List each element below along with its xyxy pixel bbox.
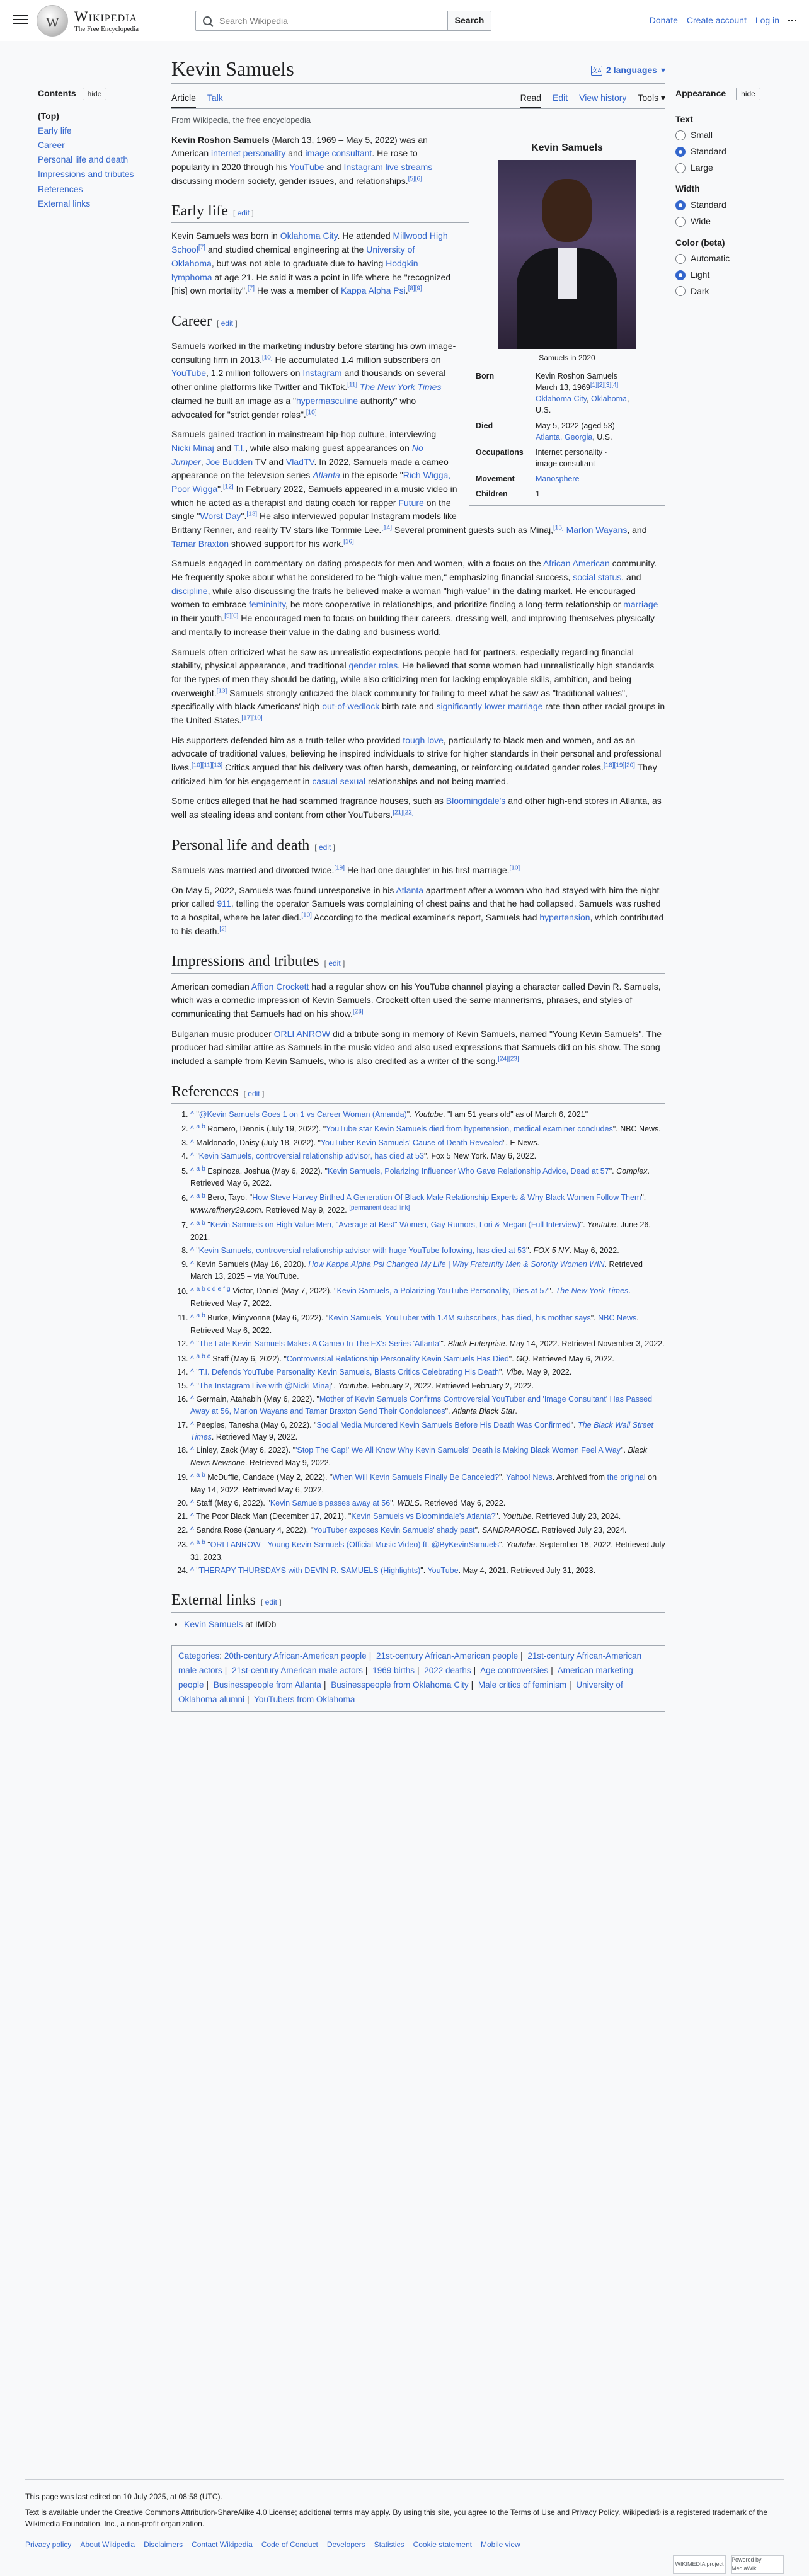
tab-tools[interactable]: Tools ▾ [638,93,665,103]
list-item: 23. ^ $^{a b}$ "ORLI ANROW - Young Kevin Samuels (Official Music Video) ft. @ByKevinSamuels". Youtube. September 18, 2022. Retrieved July 31, 2023. [190,1538,665,1564]
infobox-row: Died May 5, 2022 (aged 53) Atlanta, Georgia, U.S. [476,421,615,442]
list-item: 21. ^ The Poor Black Man (December 17, 2021). "Kevin Samuels vs Bloomindale's Atlanta?". Youtube. Retrieved July 23, 2024. [190,1511,665,1523]
license-text: Text is available under the Creative Commons Attribution-ShareAlike 4.0 License; additional terms may apply. By using this site, you agree to the Terms of Use and Privacy Policy. Wikipedia® is a registered trademark of the Wikimedia Foundation, Inc., a non-profit organization. [25,2507,768,2529]
toc-item-career[interactable]: Career [38,140,65,151]
main-content [171,57,665,1712]
infobox-row: Occupations Internet personality · image consultant [476,447,607,468]
chevron-down-icon: ▾ [660,64,665,75]
appearance-hide-button[interactable]: hide [736,88,760,100]
tab-edit[interactable]: Edit [553,93,568,103]
lead-paragraph: Kevin Roshon Samuels (March 13, 1969 – May 5, 2022) was an American internet personality and image consultant. He rose to popularity in 2020 through his YouTube and Instagram live streams discussing modern society, gender issues, and relationships.[5][6] [171,134,433,186]
list-item: 9. ^ Kevin Samuels (May 16, 2020). How Kappa Alpha Psi Changed My Life | Why Fraternity Men & Sorority Women WIN. Retrieved March 13, 2025 – via YouTube. [190,1259,665,1283]
tab-article[interactable]: Article [171,90,196,108]
list-item: 17. ^ Peeples, Tanesha (May 6, 2022). "Social Media Murdered Kevin Samuels Before His Death Was Confirmed". The Black Wall Street Times. Retrieved May 9, 2022. [190,1419,665,1444]
infobox [469,134,665,507]
wikipedia-globe-icon [37,5,68,37]
toc-title: Contents [38,88,76,98]
infobox-title: Kevin Samuels [531,142,603,153]
list-item: 3. ^ Maldonado, Daisy (July 18, 2022). "YouTuber Kevin Samuels' Cause of Death Revealed". E News. [190,1137,665,1149]
list-item: 14. ^ "T.I. Defends YouTube Personality Kevin Samuels, Blasts Critics Celebrating His Death". Vibe. May 9, 2022. [190,1366,665,1378]
category-link[interactable]: Businesspeople from Oklahoma City [331,1680,469,1690]
color-light-radio[interactable]: Light [675,268,789,282]
create-account-link[interactable]: Create account [686,15,747,25]
color-dark-radio[interactable]: Dark [675,285,789,299]
section-heading-impressions: Impressions and tributes [ edit ] [171,952,665,973]
category-link[interactable]: Age controversies [480,1666,549,1676]
toc-item-top[interactable]: (Top) [38,110,59,121]
section-heading-early-life: Early life [ edit ] [171,202,665,223]
list-item: 18. ^ Linley, Zack (May 6, 2022). "'Stop The Cap!' We All Know Why Kevin Samuels' Death is Making Black Women Feel A Way". Black News Newsone. Retrieved May 9, 2022. [190,1445,665,1469]
color-automatic-radio[interactable]: Automatic [675,252,789,266]
text-size-large-radio[interactable]: Large [675,161,789,175]
footer-link[interactable]: Developers [326,2539,365,2549]
appearance-panel [675,87,789,301]
footer-link[interactable]: Disclaimers [144,2539,183,2549]
search-icon [203,16,212,25]
section-heading-references: References [ edit ] [171,1082,665,1104]
width-label: Width [675,183,700,194]
list-item: 4. ^ "Kevin Samuels, controversial relationship advisor, has died at 53". Fox 5 New York. May 6, 2022. [190,1150,665,1162]
category-link[interactable]: 2022 deaths [424,1666,471,1676]
footer-badges [673,2555,784,2574]
list-item: 8. ^ "Kevin Samuels, controversial relationship advisor with huge YouTube following, has died at 53". FOX 5 NY. May 6, 2022. [190,1245,665,1257]
tab-view-history[interactable]: View history [579,93,627,103]
text-size-label: Text [675,113,693,124]
log-in-link[interactable]: Log in [755,15,779,25]
toc-hide-button[interactable]: hide [83,88,107,100]
more-options-icon[interactable] [788,20,796,21]
list-item: 2. ^ $^{a b}$ Romero, Dennis (July 19, 2022). "YouTube star Kevin Samuels died from hypertension, medical examiner concludes". NBC News. [190,1122,665,1136]
footer-link[interactable]: Contact Wikipedia [192,2539,253,2549]
category-box: Categories: 20th-century African-American people | 21st-century African-American people | 21st-century African-American male actors | 21st-century American male actors | 1969 births | 2022 deaths | Age controversies | American marketing people | Businesspeople from Atlanta | Businesspeople from Oklahoma City | Male critics of feminism | University of Oklahoma alumni | YouTubers from Oklahoma [171,1645,665,1712]
category-link[interactable]: 20th-century African-American people [224,1651,367,1661]
tab-read[interactable]: Read [520,90,541,108]
body-paragraph: Kevin Samuels was born in Oklahoma City. He attended Millwood High School[7] and studied chemical engineering at the University of Oklahoma, but was not able to graduate due to having Hodgkin lymphoma at age 21. He said it was a point in life where he "recognized [his] own mortality".[7] He was a member of Kappa Alpha Psi.[8][9] [171,231,451,296]
search-box[interactable] [195,11,447,31]
list-item: 6. ^ $^{a b}$ Bero, Tayo. "How Steve Harvey Birthed A Generation Of Black Male Relationship Experts & Why Black Women Follow Them". www.refinery29.com. Retrieved May 9, 2022. [permanent dead link] [190,1191,665,1216]
list-item: 1. ^ "@Kevin Samuels Goes 1 on 1 vs Career Woman (Amanda)". Youtube. "I am 51 years old" as of March 6, 2021" [190,1109,665,1121]
portrait-photo[interactable] [498,160,636,349]
logo-wordmark: Wikipedia [74,9,138,25]
list-item: 11. ^ $^{a b}$ Burke, Minyvonne (May 6, 2022). "Kevin Samuels, YouTuber with 1.4M subscribers, has died, his mother says". NBC News. Retrieved May 6, 2022. [190,1311,665,1337]
footer-link[interactable]: About Wikipedia [80,2539,135,2549]
body-paragraph: Samuels engaged in commentary on dating prospects for men and women, with a focus on the African American community. He frequently spoke about what he considered to be "high-value men," emphasizing financial success, social status, and discipline, while also discussing the traits he believed make a woman "high-value" in the dating market. He encouraged women to embrace femininity, be more cooperative in relationships, and prioritize finding a long-term relationship or marriage in their youth.[5][6] He encouraged men to focus on building their careers, dressing well, and improving themselves physically and mentally to increase their value in the dating and business world. [171,558,658,637]
list-item: 10. ^ $^{a b c d e f g}$ Victor, Daniel (May 7, 2022). "Kevin Samuels, a Polarizing YouTube Personality, Dies at 57". The New York Times. Retrieved May 7, 2022. [190,1284,665,1310]
page-title: Kevin Samuels [171,57,294,80]
body-paragraph: Samuels worked in the marketing industry before starting his own image-consulting firm in 2013.[10] He accumulated 1.4 million subscribers on YouTube, 1.2 million followers on Instagram and thousands on several other online platforms like Twitter and TikTok.[11] The New York Times claimed he built an image as a "hypermasculine authority" who advocated for "strict gender roles".[10] [171,341,456,420]
text-size-standard-radio[interactable]: Standard [675,145,789,159]
color-label: Color (beta) [675,237,725,248]
toc-item-references[interactable]: References [38,183,83,194]
category-link[interactable]: American marketing people [178,1666,633,1690]
footer-links [25,2539,784,2551]
list-item: • Kevin Samuels at IMDb [184,1618,665,1632]
table-of-contents [38,87,145,212]
body-paragraph: On May 5, 2022, Samuels was found unresponsive in his Atlanta apartment after a woman who had stayed with him the night prior called 911, telling the operator Samuels was complaining of chest pains and that he had collapsed. Samuels was rushed to a hospital, where he later died.[10] According to the medical examiner's report, Samuels had hypertension, which contributed to his death.[2] [171,884,664,936]
user-links [650,14,796,28]
footer-link[interactable]: Code of Conduct [261,2539,318,2549]
mediawiki-badge[interactable]: Powered by MediaWiki [731,2555,784,2574]
page-footer [25,2479,784,2572]
list-item: 20. ^ Staff (May 6, 2022). "Kevin Samuels passes away at 56". WBLS. Retrieved May 6, 2022. [190,1497,665,1509]
category-link[interactable]: 21st-century African-American people [376,1651,519,1661]
body-paragraph: Samuels was married and divorced twice.[19] He had one daughter in his first marriage.[10] [171,864,520,875]
list-item: 12. ^ "The Late Kevin Samuels Makes A Cameo In The FX's Series 'Atlanta'". Black Enterprise. May 14, 2022. Retrieved November 3, 2022. [190,1338,665,1350]
list-item: 24. ^ "THERAPY THURSDAYS with DEVIN R. SAMUELS (Highlights)". YouTube. May 4, 2021. Retrieved July 31, 2023. [190,1565,665,1577]
external-links-list [171,1618,665,1632]
body-paragraph: Bulgarian music producer ORLI ANROW did a tribute song in memory of Kevin Samuels, named "Young Kevin Samuels". The producer had similar attire as Samuels in the music video and also used expressions that Samuels did on his show. The song included a sample from Kevin Samuels, who is also credited as a writer of the song.[24][23] [171,1028,662,1067]
list-item: 13. ^ $^{a b c}$ Staff (May 6, 2022). "Controversial Relationship Personality Kevin Samuels Has Died". GQ. Retrieved May 6, 2022. [190,1352,665,1366]
section-heading-career: Career [ edit ] [171,312,665,333]
list-item: 15. ^ "The Instagram Live with @Nicki Minaj". Youtube. February 2, 2022. Retrieved February 2, 2022. [190,1380,665,1392]
page-tabs [171,90,665,109]
language-icon: 文A [591,66,602,76]
search-input[interactable] [218,15,420,26]
reference-list [171,1109,665,1577]
infobox-row: Children 1 [476,489,540,499]
body-paragraph: Samuels gained traction in mainstream hip-hop culture, interviewing Nicki Minaj and T.I., while also making guest appearances on No Jumper, Joe Budden TV and VladTV. In 2022, Samuels made a cameo appearance on the television series Atlanta in the episode "Rich Wigga, Poor Wigga".[12] In February 2022, Samuels appeared in a music video in which he acted as a therapist and dating coach for rapper Future on the single "Worst Day".[13] He also interviewed popular Instagram models like Brittany Renner, and reality TV stars like Tommie Lee.[14] Several prominent guests such as Minaj,[15] Marlon Wayans, and Tamar Braxton showed support for his work.[16] [171,429,647,549]
body-paragraph: His supporters defended him as a truth-teller who provided tough love, particularly to black men and women, and as an advocate of traditional values, believing he inspired individuals to strive for higher standards in their personal and professional lives.[10][11][13] Critics argued that his delivery was often harsh, demeaning, or reinforcing outdated gender roles.[18][19][20] They criticized him for his engagement in casual sexual relationships and not being married. [171,735,662,786]
logo-tagline: The Free Encyclopedia [74,25,139,33]
toc-item-early-life[interactable]: Early life [38,125,72,135]
language-count: 2 languages [606,64,657,75]
site-header [0,0,809,41]
categories-label[interactable]: Categories [178,1651,220,1661]
category-link[interactable]: 1969 births [372,1666,415,1676]
wikipedia-logo[interactable] [37,5,139,37]
text-size-small-radio[interactable]: Small [675,129,789,142]
list-item: 7. ^ $^{a b}$ "Kevin Samuels on High Value Men, "Average at Best" Women, Gay Rumors, Lori & Megan (Full Interview)". Youtube. June 26, 2021. [190,1218,665,1244]
search-button[interactable]: Search [447,11,491,31]
width-wide-radio[interactable]: Wide [675,215,789,229]
photo-caption: Samuels in 2020 [539,353,595,362]
appearance-title: Appearance [675,88,726,98]
section-heading-external-links: External links [ edit ] [171,1591,665,1612]
footer-link[interactable]: Statistics [374,2539,404,2549]
toc-item-external-links[interactable]: External links [38,198,91,209]
category-link[interactable]: University of Oklahoma alumni [178,1680,623,1705]
footer-link[interactable]: Privacy policy [25,2539,72,2549]
footer-link[interactable]: Mobile view [480,2539,520,2549]
donate-link[interactable]: Donate [649,15,678,25]
infobox-row: Movement Manosphere [476,474,580,484]
width-standard-radio[interactable]: Standard [675,198,789,212]
category-link[interactable]: Businesspeople from Atlanta [213,1680,321,1690]
list-item: 16. ^ Germain, Atahabih (May 6, 2022). "Mother of Kevin Samuels Confirms Controversial YouTuber and 'Image Consultant' Has Passed Away at 56, Marlon Wayans and Tamar Braxton Send Their Condolences". Atlanta Black Star. [190,1394,665,1418]
category-link[interactable]: 21st-century American male actors [232,1666,363,1676]
section-heading-personal-life: Personal life and death [ edit ] [171,836,665,857]
infobox-row: Born Kevin Roshon Samuels March 13, 1969[1][2][3][4] Oklahoma City, Oklahoma, U.S. [476,372,629,415]
toc-item-impressions[interactable]: Impressions and tributes [38,169,134,180]
body-paragraph: Samuels often criticized what he saw as unrealistic expectations people had for partners, especially regarding financial stability, physical appearance, and traditional gender roles. He believed that some women had unrealistically high standards for the types of men they should be dating, while also criticizing men for lacking employable skills, ambition, and being overweight.[13] Samuels strongly criticized the black community for failing to meet what he saw as "traditional values", specifically with black Americans' high out-of-wedlock birth rate and significantly lower marriage rate than other racial groups in the United States.[17][10] [171,646,665,725]
category-link[interactable]: 21st-century African-American male actors [178,1651,642,1676]
toc-item-personal-life[interactable]: Personal life and death [38,154,129,165]
body-paragraph: American comedian Affion Crockett had a regular show on his YouTube channel playing a character called Devin R. Samuels, which was a comedic impression of Kevin Samuels. Crockett often used the same mannerisms, phrases, and styles of communicating that Samuels had on his show.[23] [171,981,661,1019]
language-button[interactable] [591,64,665,81]
last-edited-text: This page was last edited on 10 July 2025, at 08:58 (UTC). [25,2492,222,2501]
body-paragraph: Some critics alleged that he had scammed fragrance houses, such as Bloomingdale's and other high-end stores in Atlanta, as well as stealing ideas and content from other YouTubers.[21][22] [171,796,662,820]
wikimedia-badge[interactable]: WIKIMEDIA project [673,2555,726,2574]
list-item: 19. ^ $^{a b}$ McDuffie, Candace (May 2, 2022). "When Will Kevin Samuels Finally Be Canceled?". Yahoo! News. Archived from the original on May 14, 2022. Retrieved May 6, 2022. [190,1470,665,1496]
from-line: From Wikipedia, the free encyclopedia [171,115,311,125]
category-link[interactable]: Male critics of feminism [478,1680,567,1690]
footer-link[interactable]: Cookie statement [413,2539,472,2549]
imdb-link[interactable]: Kevin Samuels [184,1618,243,1629]
category-link[interactable]: YouTubers from Oklahoma [254,1695,355,1705]
list-item: 22. ^ Sandra Rose (January 4, 2022). "YouTuber exposes Kevin Samuels' shady past". SANDRAROSE. Retrieved July 23, 2024. [190,1525,665,1537]
tab-talk[interactable]: Talk [207,93,223,103]
main-menu-icon[interactable] [13,13,28,28]
list-item: 5. ^ $^{a b}$ Espinoza, Joshua (May 6, 2022). "Kevin Samuels, Polarizing Influencer Who Gave Relationship Advice, Dead at 57". Complex. Retrieved May 6, 2022. [190,1164,665,1190]
